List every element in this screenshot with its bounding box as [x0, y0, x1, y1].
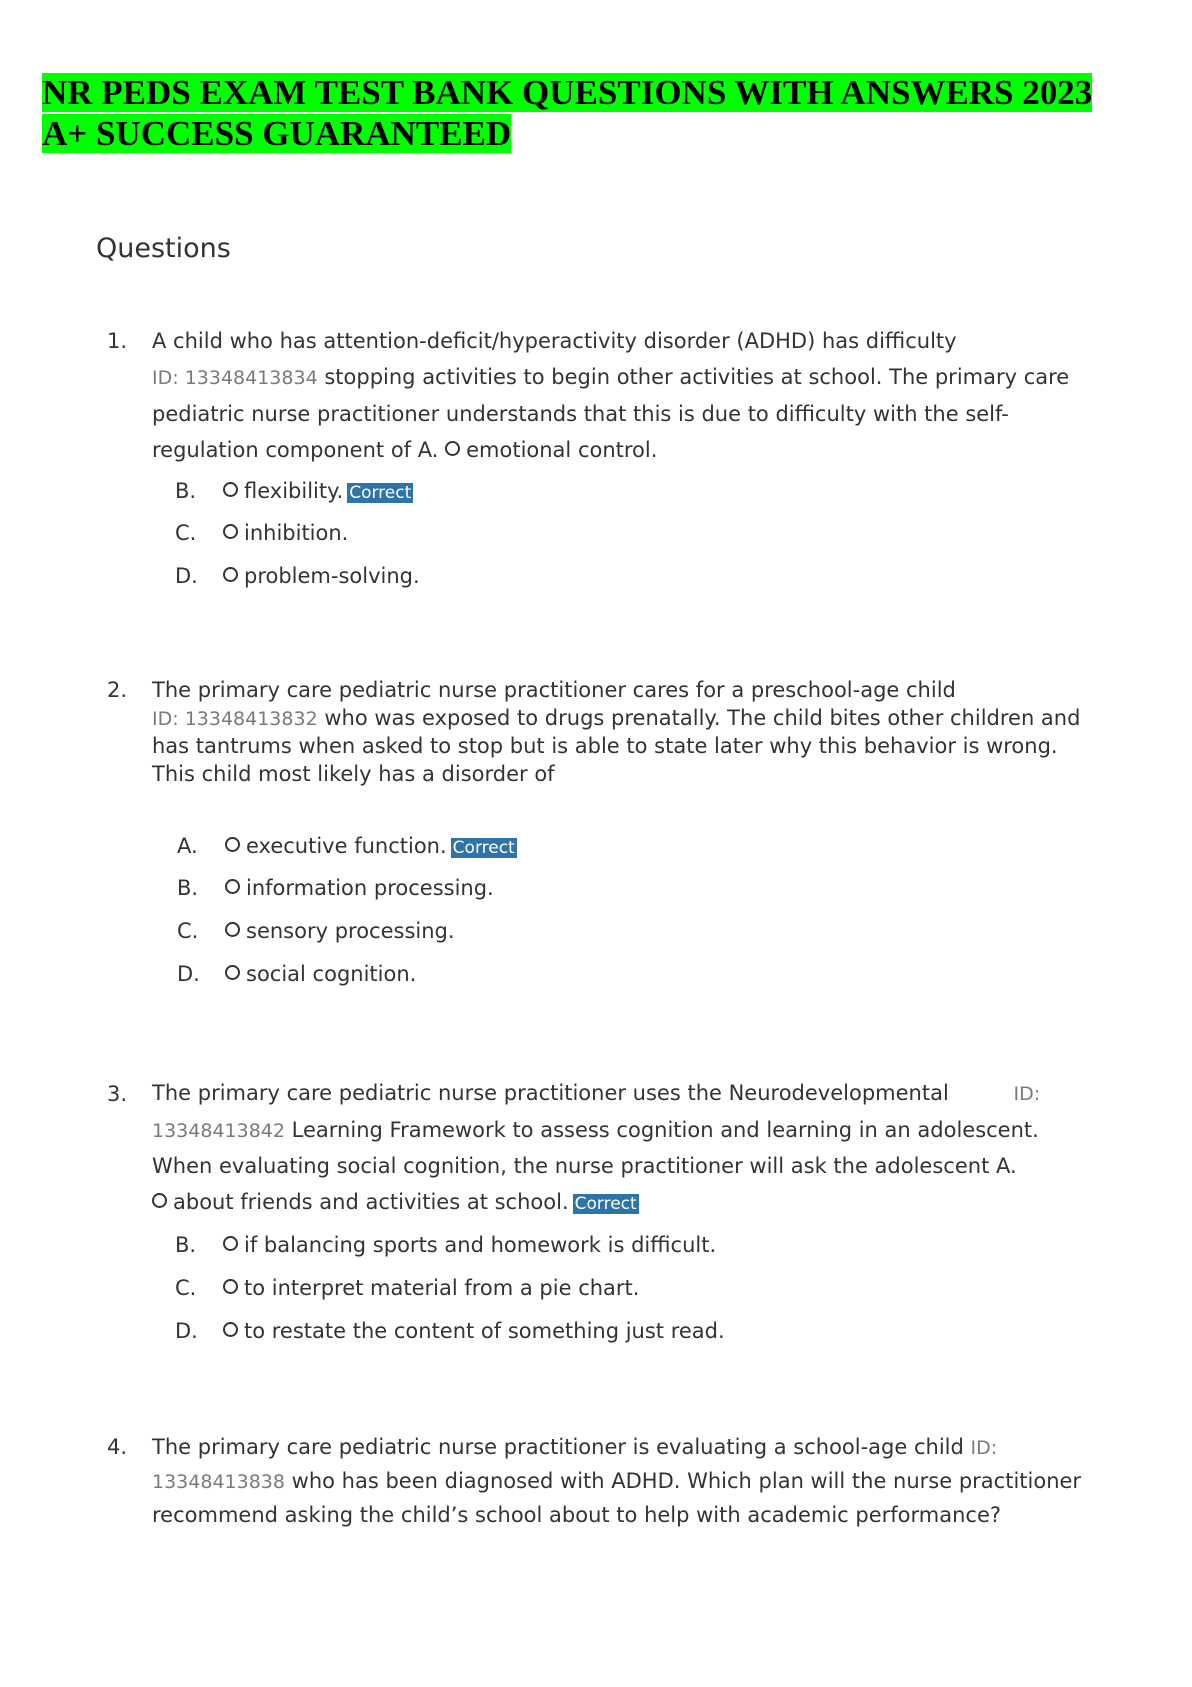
question-id-value: 13348413838 — [152, 1471, 285, 1493]
option-letter: A. — [417, 438, 439, 462]
option-b[interactable] — [177, 873, 494, 903]
title-line-2: A+ SUCCESS GUARANTEED — [42, 114, 512, 153]
option-c[interactable] — [175, 518, 348, 548]
option-d[interactable] — [175, 1316, 725, 1346]
correct-badge: Correct — [574, 1193, 637, 1214]
question-id-label: ID: — [1013, 1083, 1041, 1105]
option-text: to restate the content of something just read. — [244, 1319, 725, 1343]
question-stem — [152, 1431, 1092, 1532]
option-letter: C. — [175, 1276, 197, 1300]
stem-text-start: The primary care pediatric nurse practitioner cares for a preschool-age child — [152, 678, 956, 702]
radio-circle-icon[interactable] — [223, 1322, 238, 1337]
radio-circle-icon[interactable] — [223, 482, 238, 497]
option-a[interactable] — [177, 831, 517, 863]
option-text: sensory processing. — [246, 919, 455, 943]
stem-text-start: A child who has attention-deficit/hyperactivity disorder (ADHD) has difficulty — [152, 329, 957, 353]
correct-badge: Correct — [452, 838, 515, 858]
option-d[interactable] — [177, 959, 416, 989]
option-c[interactable] — [175, 1273, 639, 1303]
question-id — [152, 367, 318, 389]
option-b[interactable] — [175, 1230, 716, 1260]
stem-text-start: The primary care pediatric nurse practitioner uses the Neurodevelopmental — [152, 1081, 949, 1105]
radio-circle-icon[interactable] — [152, 1193, 167, 1208]
option-b[interactable] — [175, 476, 413, 508]
id-value: 13348413834 — [184, 367, 318, 389]
question-id-value: 13348413842 — [152, 1119, 285, 1142]
question-stem — [152, 323, 1092, 468]
question-stem — [152, 677, 1092, 788]
question-stem — [152, 1076, 1092, 1222]
id-value: 13348413832 — [184, 707, 318, 730]
question-id-label: ID: — [970, 1437, 998, 1459]
question-number: 4. — [107, 1435, 128, 1459]
option-text: flexibility. — [244, 479, 344, 503]
id-label: ID: — [152, 707, 179, 730]
stem-text-end: who has been diagnosed with ADHD. Which plan will the nurse practitioner recommend asking the child’s school about to help with academic performance? — [152, 1469, 1082, 1527]
option-letter: C. — [175, 521, 197, 545]
radio-circle-icon[interactable] — [223, 1236, 238, 1251]
option-text: emotional control. — [466, 438, 658, 462]
stem-text-end: stopping activities to begin other activities at school. The primary care pediatric nurse practitioner understands that this is due to difficulty with the self-regulation component of — [152, 365, 1070, 462]
radio-circle-icon[interactable] — [223, 1279, 238, 1294]
radio-circle-icon[interactable] — [445, 441, 460, 456]
radio-circle-icon[interactable] — [225, 965, 240, 980]
document-title — [42, 72, 1092, 154]
option-letter: B. — [177, 876, 199, 900]
radio-circle-icon[interactable] — [223, 567, 238, 582]
option-text: about friends and activities at school. — [173, 1189, 569, 1214]
option-c[interactable] — [177, 916, 455, 946]
id-label: ID: — [152, 367, 179, 389]
option-text: problem-solving. — [244, 564, 420, 588]
stem-text-end: Learning Framework to assess cognition and learning in an adolescent. When evaluating social cognition, the nurse practitioner will ask the adolescent — [152, 1117, 1039, 1178]
radio-circle-icon[interactable] — [225, 837, 240, 852]
question-number: 1. — [107, 329, 128, 353]
option-text: information processing. — [246, 876, 494, 900]
option-a[interactable] — [418, 438, 658, 462]
option-letter: A. — [996, 1154, 1017, 1178]
option-letter: D. — [175, 1319, 198, 1343]
option-a[interactable] — [152, 1190, 639, 1214]
option-letter: C. — [177, 919, 199, 943]
option-text: inhibition. — [244, 521, 349, 545]
section-heading: Questions — [96, 233, 231, 264]
correct-badge: Correct — [349, 483, 412, 503]
option-letter: D. — [175, 564, 198, 588]
option-text: social cognition. — [246, 962, 417, 986]
stem-text-end: who was exposed to drugs prenatally. The child bites other children and has tantrums when asked to stop but is able to state later why this behavior is wrong. This child most likely has a disorder of — [152, 705, 1081, 786]
option-text: executive function. — [246, 834, 447, 858]
option-letter: A. — [177, 834, 198, 858]
question-number: 2. — [107, 678, 128, 702]
radio-circle-icon[interactable] — [225, 922, 240, 937]
radio-circle-icon[interactable] — [223, 524, 238, 539]
question-id — [152, 708, 318, 730]
radio-circle-icon[interactable] — [225, 879, 240, 894]
option-text: if balancing sports and homework is difficult. — [244, 1233, 717, 1257]
option-letter: B. — [175, 1233, 197, 1257]
stem-text-start: The primary care pediatric nurse practitioner is evaluating a school-age child — [152, 1435, 964, 1459]
question-number: 3. — [107, 1082, 128, 1106]
option-text: to interpret material from a pie chart. — [244, 1276, 640, 1300]
title-line-1: NR PEDS EXAM TEST BANK QUESTIONS WITH ANSWERS 2023 — [42, 73, 1093, 112]
option-letter: D. — [177, 962, 200, 986]
option-d[interactable] — [175, 561, 420, 591]
option-letter: B. — [175, 479, 197, 503]
